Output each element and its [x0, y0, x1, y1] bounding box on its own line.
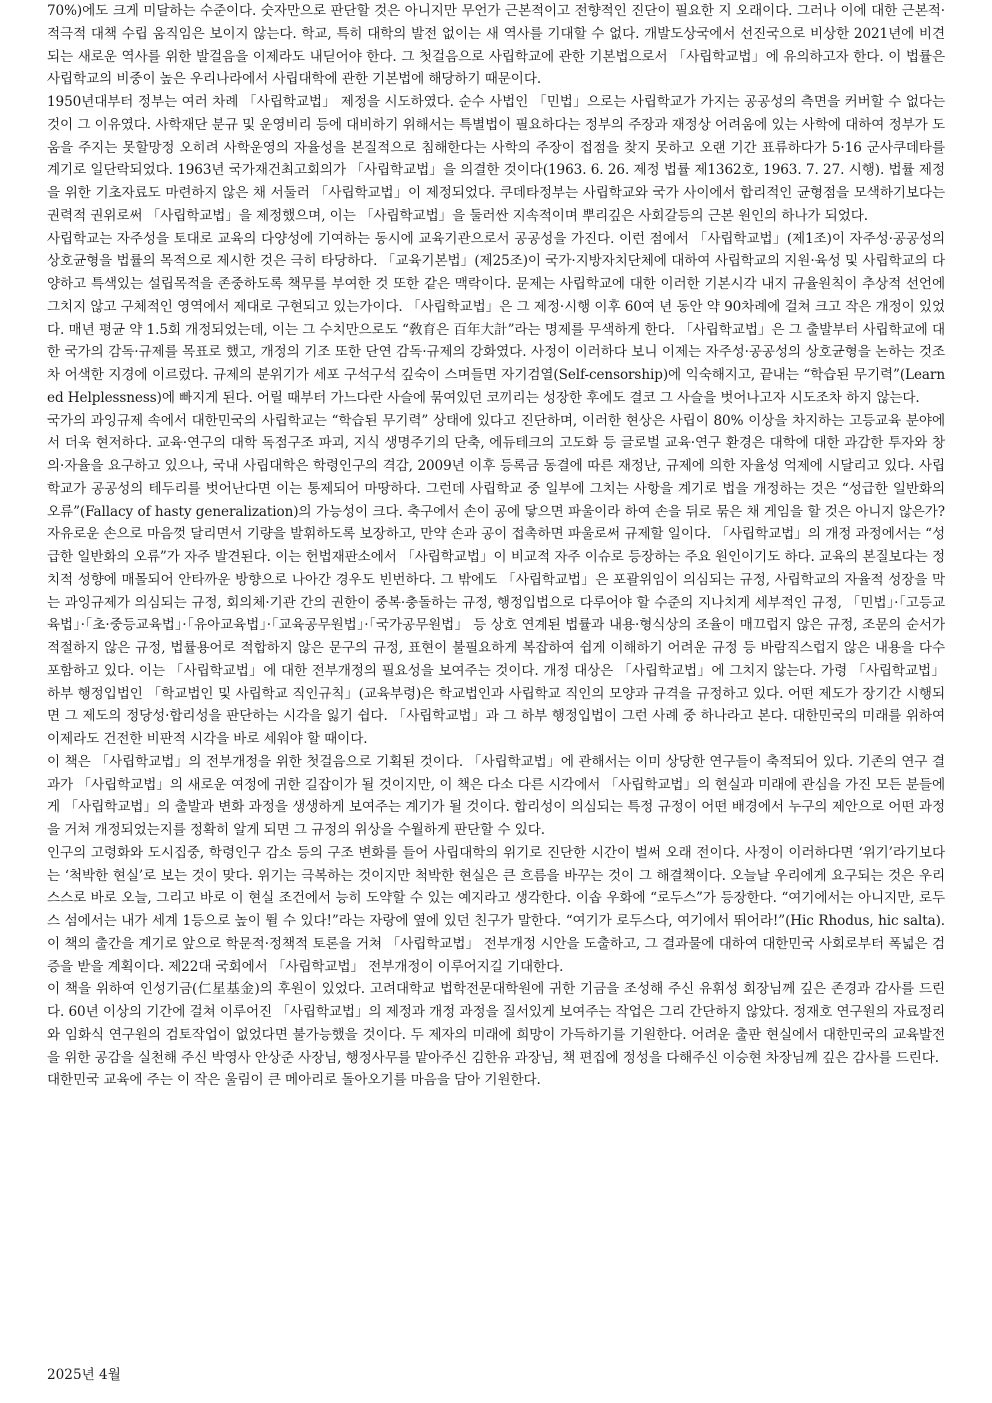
- paragraph-2: 1950년대부터 정부는 여러 차례 「사립학교법」 제정을 시도하였다. 순수 사법인 「민법」으로는 사립학교가 가지는 공공성의 측면을 커버할 수 없다는 것이 그 이유였다. 사학재단 분규 및 운영비리 등에 대비하기 위해서는 특별법이 필요하다는 정부의 주장과 재정상 어려움에 있는 사학에 대하여 정부가 도움을 주지는 못할망정 오히려 사학운영의 자율성을 본질적으로 침해한다는 사학의 주장이 접점을 찾지 못하고 오랜 기간 표류하다가 5·16 군사쿠데타를 계기로 일단락되었다. 1963년 국가재건최고회의가 「사립학교법」을 의결한 것이다(1963. 6. 26. 제정 법률 제1362호, 1963. 7. 27. 시행). 법률 제정을 위한 기초자료도 마련하지 않은 채 서둘러 「사립학교법」이 제정되었다. 쿠데타정부는 사립학교와 국가 사이에서 합리적인 균형점을 모색하기보다는 권력적 권위로써 「사립학교법」을 제정했으며, 이는 「사립학교법」을 둘러싼 지속적이며 뿌리깊은 사회갈등의 근본 원인의 하나가 되었다.: [47, 94, 945, 224]
- body-text: [47, 0, 945, 1092]
- paragraph-1: 70%)에도 크게 미달하는 수준이다. 숫자만으로 판단할 것은 아니지만 무언가 근본적이고 전향적인 진단이 필요한 지 오래이다. 그러나 이에 대한 근본적·적극적 대책 수립 움직임은 보이지 않는다. 학교, 특히 대학의 발전 없이는 새 역사를 기대할 수 없다. 개발도상국에서 선진국으로 비상한 2021년에 비견되는 새로운 역사를 위한 발걸음을 이제라도 내딛어야 한다. 그 첫걸음으로 사립학교에 관한 기본법으로서 「사립학교법」에 유의하고자 한다. 이 법률은 사립학교의 비중이 높은 우리나라에서 사립대학에 관한 기본법에 해당하기 때문이다.: [47, 3, 945, 88]
- paragraph-8: 대한민국 교육에 주는 이 작은 울림이 큰 메아리로 돌아오기를 마음을 담아 기원한다.: [47, 1072, 541, 1089]
- paragraph-6: 인구의 고령화와 도시집중, 학령인구 감소 등의 구조 변화를 들어 사립대학의 위기로 진단한 시간이 벌써 오래 전이다. 사정이 이러하다면 ‘위기’라기보다는 ‘척박한 현실’로 보는 것이 맞다. 위기는 극복하는 것이지만 척박한 현실은 큰 흐름을 바꾸는 것이 그 해결책이다. 오늘날 우리에게 요구되는 것은 우리 스스로 바로 오늘, 그리고 바로 이 현실 조건에서 능히 도약할 수 있는 예지라고 생각한다. 이솝 우화에 “로두스”가 등장한다. “여기에서는 아니지만, 로두스 섬에서는 내가 세계 1등으로 높이 뛸 수 있다!”라는 자랑에 옆에 있던 친구가 말한다. “여기가 로두스다, 여기에서 뛰어라!”(Hic Rhodus, hic salta). 이 책의 출간을 계기로 앞으로 학문적·정책적 토론을 거쳐 「사립학교법」 전부개정 시안을 도출하고, 그 결과물에 대하여 대한민국 사회로부터 폭넓은 검증을 받을 계획이다. 제22대 국회에서 「사립학교법」 전부개정이 이루어지길 기대한다.: [47, 844, 945, 975]
- paragraph-4: 국가의 과잉규제 속에서 대한민국의 사립학교는 “학습된 무기력” 상태에 있다고 진단하며, 이러한 현상은 사립이 80% 이상을 차지하는 고등교육 분야에서 더욱 현저하다. 교육·연구의 대학 독점구조 파괴, 지식 생명주기의 단축, 에듀테크의 고도화 등 글로벌 교육·연구 환경은 대학에 대한 과감한 투자와 창의·자율을 요구하고 있으나, 국내 사립대학은 학령인구의 격감, 2009년 이후 등록금 동결에 따른 재정난, 규제에 의한 자율성 억제에 시달리고 있다. 사립학교가 공공성의 테두리를 벗어난다면 이는 통제되어 마땅하다. 그런데 사립학교 중 일부에 그치는 사항을 계기로 법을 개정하는 것은 “성급한 일반화의 오류”(Fallacy of hasty generalization)의 가능성이 크다. 축구에서 손이 공에 닿으면 파울이라 하여 손을 뒤로 묶은 채 게임을 할 것은 아니지 않은가? 자유로운 손으로 마음껏 달리면서 기량을 발휘하도록 보장하고, 만약 손과 공이 접촉하면 파울로써 규제할 일이다. 「사립학교법」의 개정 과정에서는 “성급한 일반화의 오류”가 자주 발견된다. 이는 헌법재판소에서 「사립학교법」이 비교적 자주 이슈로 등장하는 주요 원인이기도 하다. 교육의 본질보다는 정치적 성향에 매몰되어 안타까운 방향으로 나아간 경우도 빈번하다. 그 밖에도 「사립학교법」은 포괄위임이 의심되는 규정, 사립학교의 자율적 성장을 막는 과잉규제가 의심되는 규정, 회의체·기관 간의 권한이 중복·충돌하는 규정, 행정입법으로 다루어야 할 수준의 지나치게 세부적인 규정, 「민법」·「고등교육법」·「초·중등교육법」·「유아교육법」·「교육공무원법」·「국가공무원법」 등 상호 연계된 법률과 내용·형식상의 조율이 매끄럽지 않은 규정, 조문의 순서가 적절하지 않은 규정, 법률용어로 적합하지 않은 문구의 규정, 표현이 불필요하게 복잡하여 쉽게 이해하기 어려운 규정 등 바람직스럽지 않은 내용을 다수 포함하고 있다. 이는 「사립학교법」에 대한 전부개정의 필요성을 보여주는 것이다. 개정 대상은 「사립학교법」에 그치지 않는다. 가령 「사립학교법」 하부 행정입법인 「학교법인 및 사립학교 직인규칙」(교육부령)은 학교법인과 사립학교 직인의 모양과 규격을 규정하고 있다. 어떤 제도가 장기간 시행되면 그 제도의 정당성·합리성을 판단하는 시각을 잃기 쉽다. 「사립학교법」과 그 하부 행정입법이 그런 사례 중 하나라고 본다. 대한민국의 미래를 위하여 이제라도 건전한 비판적 시각을 바로 세워야 할 때이다.: [47, 412, 945, 747]
- publication-date: 2025년 4월: [47, 1367, 121, 1383]
- paragraph-5: 이 책은 「사립학교법」의 전부개정을 위한 첫걸음으로 기획된 것이다. 「사립학교법」에 관해서는 이미 상당한 연구들이 축적되어 있다. 기존의 연구 결과가 「사립학교법」의 새로운 여정에 귀한 길잡이가 될 것이지만, 이 책은 다소 다른 시각에서 「사립학교법」의 현실과 미래에 관심을 가진 모든 분들에게 「사립학교법」의 출발과 변화 과정을 생생하게 보여주는 계기가 될 것이다. 합리성이 의심되는 특정 규정이 어떤 배경에서 누구의 제안으로 어떤 과정을 거쳐 개정되었는지를 정확히 알게 되면 그 규정의 위상을 수월하게 판단할 수 있다.: [47, 753, 945, 838]
- paragraph-3: 사립학교는 자주성을 토대로 교육의 다양성에 기여하는 동시에 교육기관으로서 공공성을 가진다. 이런 점에서 「사립학교법」(제1조)이 자주성·공공성의 상호균형을 법률의 목적으로 제시한 것은 극히 타당하다. 「교육기본법」(제25조)이 국가·지방자치단체에 대하여 사립학교의 지원·육성 및 사립학교의 다양하고 특색있는 설립목적을 존중하도록 책무를 부여한 것 또한 같은 맥락이다. 문제는 사립학교에 대한 이러한 기본시각 내지 규율원칙이 추상적 선언에 그치지 않고 구체적인 영역에서 제대로 구현되고 있는가이다. 「사립학교법」은 그 제정·시행 이후 60여 년 동안 약 90차례에 걸쳐 크고 작은 개정이 있었다. 매년 평균 약 1.5회 개정되었는데, 이는 그 수치만으로도 “敎育은 百年大計”라는 명제를 무색하게 한다. 「사립학교법」은 그 출발부터 사립학교에 대한 국가의 감독·규제를 목표로 했고, 개정의 기조 또한 단연 감독·규제의 강화였다. 사정이 이러하다 보니 이제는 자주성·공공성의 상호균형을 논하는 것조차 어색한 지경에 이르렀다. 규제의 분위기가 세포 구석구석 깊숙이 스며들면 자기검열(Self-censorship)에 익숙해지고, 끝내는 “학습된 무기력”(Learned Helplessness)에 빠지게 된다. 어릴 때부터 가느다란 사슬에 묶여있던 코끼리는 성장한 후에도 결코 그 사슬을 벗어나고자 시도조차 하지 않는다.: [47, 230, 945, 406]
- paragraph-7: 이 책을 위하여 인성기금(仁星基金)의 후원이 있었다. 고려대학교 법학전문대학원에 귀한 기금을 조성해 주신 유휘성 회장님께 깊은 존경과 감사를 드린다. 60년 이상의 기간에 걸쳐 이루어진 「사립학교법」의 제정과 개정 과정을 질서있게 보여주는 작업은 그리 간단하지 않았다. 정재호 연구원의 자료정리와 임화식 연구원의 검토작업이 없었다면 불가능했을 것이다. 두 제자의 미래에 희망이 가득하기를 기원한다. 어려운 출판 현실에서 대한민국의 교육발전을 위한 공감을 실천해 주신 박영사 안상준 사장님, 행정사무를 맡아주신 김한유 과장님, 책 편집에 정성을 다해주신 이승현 차장님께 깊은 감사를 드린다.: [47, 981, 945, 1066]
